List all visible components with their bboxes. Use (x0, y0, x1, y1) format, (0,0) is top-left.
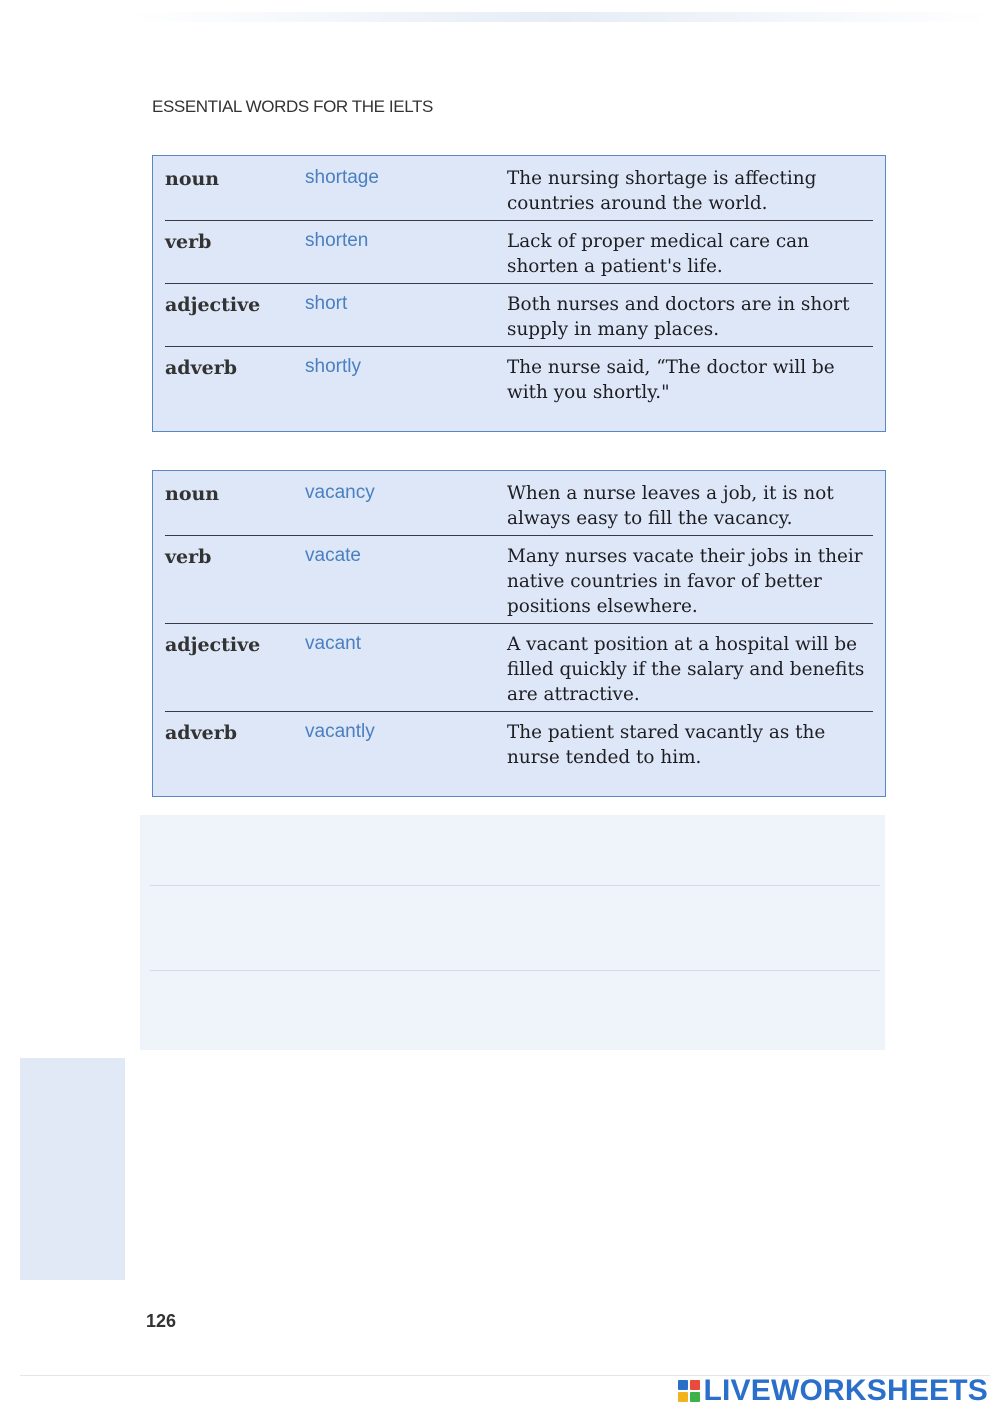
part-of-speech: noun (165, 168, 220, 190)
word-family-table-short (152, 155, 886, 432)
word-form: vacate (305, 545, 361, 566)
show-through-sidebar (20, 1058, 125, 1280)
liveworksheets-logo-icon (678, 1380, 700, 1402)
show-through-table (140, 815, 885, 1050)
table-row (165, 292, 873, 347)
show-through-artifact (130, 12, 990, 22)
show-through-line (150, 885, 880, 886)
table-row (165, 481, 873, 536)
example-sentence: Lack of proper medical care can shorten a patient's life. (507, 231, 809, 277)
example-sentence: When a nurse leaves a job, it is not always easy to fill the vacancy. (507, 483, 834, 529)
show-through-line (150, 970, 880, 971)
part-of-speech: adjective (165, 634, 261, 656)
example-sentence: Many nurses vacate their jobs in their native countries in favor of better positions elsewhere. (507, 546, 863, 617)
part-of-speech: adverb (165, 722, 238, 744)
word-form: vacancy (305, 482, 375, 503)
word-form: short (305, 293, 348, 314)
table-row (165, 544, 873, 624)
part-of-speech: noun (165, 483, 220, 505)
example-sentence: The nursing shortage is affecting countries around the world. (507, 168, 817, 214)
page-header: ESSENTIAL WORDS FOR THE IELTS (152, 97, 433, 116)
part-of-speech: adverb (165, 357, 238, 379)
example-sentence: The patient stared vacantly as the nurse tended to him. (507, 722, 826, 768)
table-row (165, 229, 873, 284)
table-row (165, 166, 873, 221)
table-row (165, 720, 873, 788)
table-row (165, 632, 873, 712)
part-of-speech: adjective (165, 294, 261, 316)
brand-name: LIVEWORKSHEETS (703, 1374, 988, 1407)
liveworksheets-logo[interactable] (678, 1374, 989, 1408)
part-of-speech: verb (165, 231, 212, 253)
example-sentence: A vacant position at a hospital will be filled quickly if the salary and benefits are attractive. (507, 634, 865, 705)
table-row (165, 355, 873, 423)
word-form: shortly (305, 356, 361, 377)
word-form: shortage (305, 167, 379, 188)
word-family-table-vacant (152, 470, 886, 797)
word-form: vacant (305, 633, 361, 654)
example-sentence: Both nurses and doctors are in short supply in many places. (507, 294, 850, 340)
part-of-speech: verb (165, 546, 212, 568)
word-form: shorten (305, 230, 369, 251)
word-form: vacantly (305, 721, 375, 742)
page-number: 126 (146, 1311, 177, 1331)
example-sentence: The nurse said, “The doctor will be with you shortly." (507, 357, 835, 403)
